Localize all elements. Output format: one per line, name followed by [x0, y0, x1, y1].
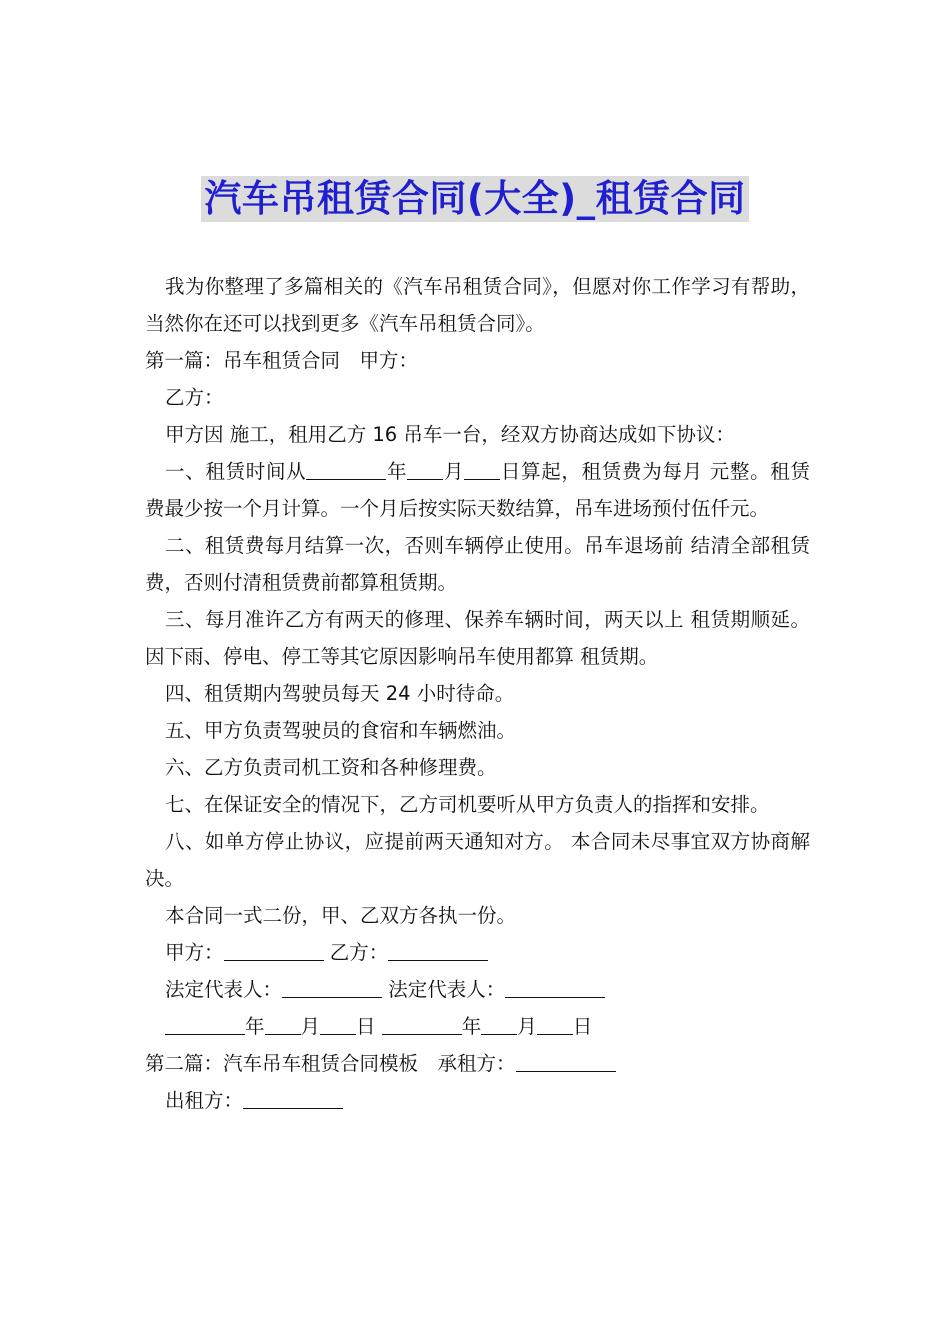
date-month-label: 月	[300, 1015, 321, 1038]
copies-line: 本合同一式二份，甲、乙双方各执一份。	[165, 904, 517, 927]
blank-field	[481, 1012, 517, 1035]
document-body	[145, 268, 810, 1119]
clause-3: 三、每月准许乙方有两天的修理、保养车辆时间，两天以上 租赁期顺延。因下雨、停电、停工等其它原因影响吊车使用都算 租赁期。	[145, 608, 810, 668]
clause-1-month: 月	[443, 460, 465, 483]
blank-field	[320, 1012, 356, 1035]
blank-field	[464, 457, 500, 480]
date-day-label: 日	[572, 1015, 593, 1038]
date-line	[145, 1008, 810, 1045]
blank-field	[388, 938, 488, 961]
party-b-line: 乙方：	[165, 386, 224, 409]
date-year-label: 年	[461, 1015, 482, 1038]
section-2-heading: 第二篇：汽车吊车租赁合同模板 承租方：	[145, 1052, 516, 1075]
clause-1-rest: 日算起，租赁费为每月 元整。租赁费最少按一个月计算。一个月后按实际天数结算，吊车进场预付伍仟元。	[145, 460, 810, 520]
clause-7: 七、在保证安全的情况下，乙方司机要听从甲方负责人的指挥和安排。	[165, 793, 770, 816]
clause-1-year: 年	[386, 460, 408, 483]
clause-6: 六、乙方负责司机工资和各种修理费。	[165, 756, 497, 779]
representative-line	[145, 971, 810, 1008]
date-year-label: 年	[245, 1015, 265, 1038]
clause-1-start: 一、租赁时间从	[165, 460, 307, 483]
section-2-heading-line	[145, 1045, 810, 1082]
blank-field	[407, 457, 443, 480]
title-wrap	[0, 176, 950, 222]
rep-b-label: 法定代表人：	[388, 978, 506, 1001]
date-day-label: 日	[356, 1015, 376, 1038]
blank-field	[282, 975, 382, 998]
clause-1	[145, 453, 810, 527]
agreement-line: 甲方因 施工，租用乙方 16 吊车一台，经双方协商达成如下协议：	[165, 423, 735, 446]
sign-party-b-label: 乙方：	[329, 941, 389, 964]
section-1-heading: 第一篇：吊车租赁合同 甲方：	[145, 349, 419, 372]
blank-field	[505, 975, 605, 998]
blank-field	[382, 1012, 462, 1035]
clause-2: 二、租赁费每月结算一次，否则车辆停止使用。吊车退场前 结清全部租赁费，否则付清租赁费前都算租赁期。	[145, 534, 810, 594]
blank-field	[537, 1012, 573, 1035]
clause-5: 五、甲方负责驾驶员的食宿和车辆燃油。	[165, 719, 517, 742]
intro-paragraph: 我为你整理了多篇相关的《汽车吊租赁合同》，但愿对你工作学习有帮助，当然你在还可以找到更多《汽车吊租赁合同》。	[145, 275, 810, 335]
blank-field	[306, 457, 386, 480]
clause-4: 四、租赁期内驾驶员每天 24 小时待命。	[165, 682, 515, 705]
signature-line	[145, 934, 810, 971]
blank-field	[265, 1012, 301, 1035]
sign-party-a-label: 甲方：	[165, 941, 224, 964]
blank-field	[243, 1086, 343, 1109]
lessor-line	[145, 1082, 810, 1119]
blank-field	[516, 1049, 616, 1072]
document-title: 汽车吊租赁合同(大全)_租赁合同	[201, 176, 748, 222]
lessor-label: 出租方：	[165, 1089, 244, 1112]
date-month-label: 月	[517, 1015, 537, 1038]
blank-field	[165, 1012, 245, 1035]
rep-a-label: 法定代表人：	[165, 978, 283, 1001]
blank-field	[224, 938, 324, 961]
clause-8: 八、如单方停止协议，应提前两天通知对方。 本合同未尽事宜双方协商解决。	[145, 830, 810, 890]
